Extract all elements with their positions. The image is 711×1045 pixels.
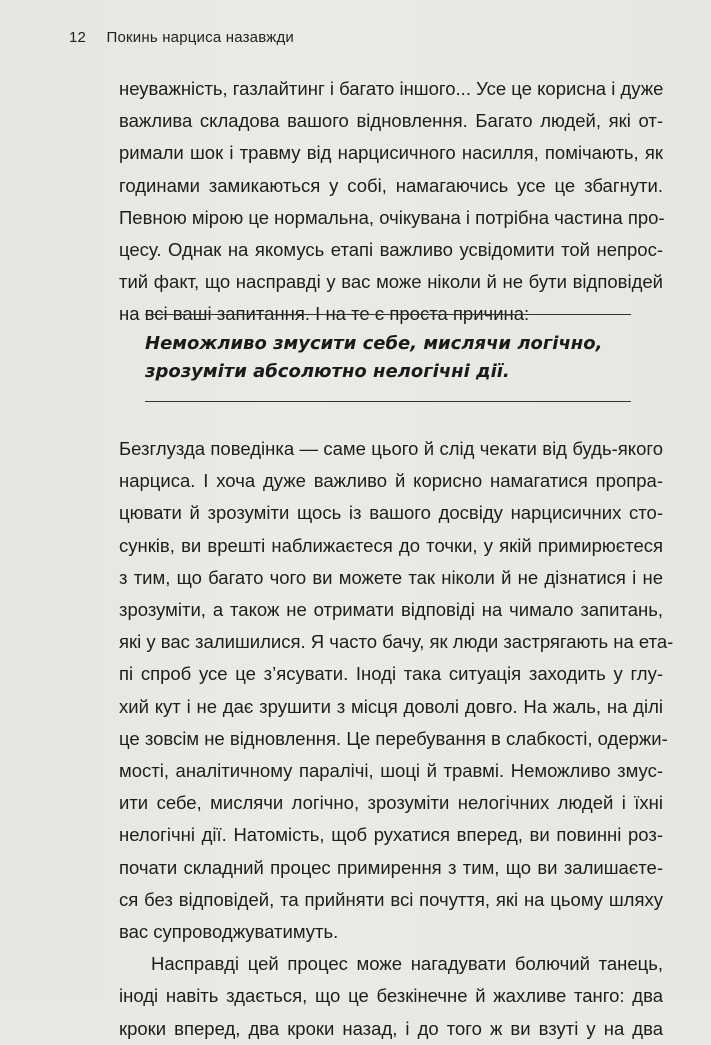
text-line: Безглузда поведінка — саме цього й слід чекати від будь-якого — [119, 438, 663, 459]
text-line: Насправді цей процес може нагадувати болючий танець, — [151, 953, 663, 975]
text-line: почати складний процес примирення з тим, що ви залишаєте- — [119, 856, 663, 878]
page-number: 12 — [69, 29, 87, 46]
callout-bottom-rule — [145, 401, 631, 402]
text-line: ся без відповідей, та прийняти всі почуття, які на цьому шляху — [119, 888, 663, 910]
text-line: римали шок і травму від нарцисичного насилля, помічають, як — [119, 142, 663, 164]
text-line: годинами замикаються у собі, намагаючись усе це збагнути. — [119, 174, 663, 196]
text-line: зрозуміти, а також не отримати відповіді на чимало запитань, — [119, 599, 663, 621]
text-line: важлива складова вашого відновлення. Багато людей, які от- — [119, 110, 663, 132]
text-line: кроки вперед, два кроки назад, і до того ж ви взуті у на два — [119, 1017, 663, 1039]
text-line: пі спроб усе це з’ясувати. Іноді така ситуація заходить у глу- — [119, 663, 663, 685]
running-head — [69, 29, 294, 46]
callout-line: Неможливо змусити себе, мислячи логічно, — [145, 333, 603, 354]
text-line: іноді навіть здається, що це безкінечне й жахливе танго: два — [119, 985, 663, 1007]
text-line: цювати й зрозуміти щось із вашого досвіду нарцисичних сто- — [119, 502, 663, 524]
callout-line: зрозуміти абсолютно нелогічні дії. — [145, 361, 510, 382]
text-line: які у вас залишилися. Я часто бачу, як люди застрягають на ета- — [119, 631, 674, 653]
text-line: ити себе, мислячи логічно, зрозуміти нелогічних людей і їхні — [119, 792, 663, 814]
text-line: Певною мірою це нормальна, очікувана і потрібна частина про- — [119, 206, 665, 228]
text-line: мості, аналітичному паралічі, шоці й травмі. Неможливо змус- — [119, 760, 663, 782]
paragraph-1 — [119, 73, 663, 331]
text-line: це зовсім не відновлення. Це перебування в слабкості, одержи- — [119, 727, 668, 749]
callout-top-rule — [145, 314, 631, 315]
callout-quote — [145, 330, 645, 386]
text-line: вас супроводжуватимуть. — [119, 921, 339, 943]
text-line: цесу. Однак на якомусь етапі важливо усвідомити той непрос- — [119, 239, 663, 261]
text-line: сунків, ви врешті наближаєтеся до точки, у якій примирюєтеся — [119, 534, 663, 556]
text-line: тий факт, що насправді у вас може ніколи й не бути відповідей — [119, 271, 663, 293]
text-line: неуважність, газлайтинг і багато іншого... Усе це корисна і дуже — [119, 78, 664, 99]
text-line: нелогічні дії. Натомість, щоб рухатися вперед, ви повинні роз- — [119, 824, 663, 846]
text-line: хий кут і не дає зрушити з місця доволі довго. На жаль, на ділі — [119, 695, 663, 717]
text-line: з тим, що багато чого ви можете так ніколи й не дізнатися і не — [119, 566, 663, 588]
text-line: нарциса. І хоча дуже важливо й корисно намагатися пропра- — [119, 470, 663, 492]
paragraph-2 — [119, 433, 674, 1045]
text-line: на всі ваші запитання. І на те є проста причина: — [119, 303, 530, 325]
book-title: Покинь нарциса назавжди — [106, 29, 294, 46]
